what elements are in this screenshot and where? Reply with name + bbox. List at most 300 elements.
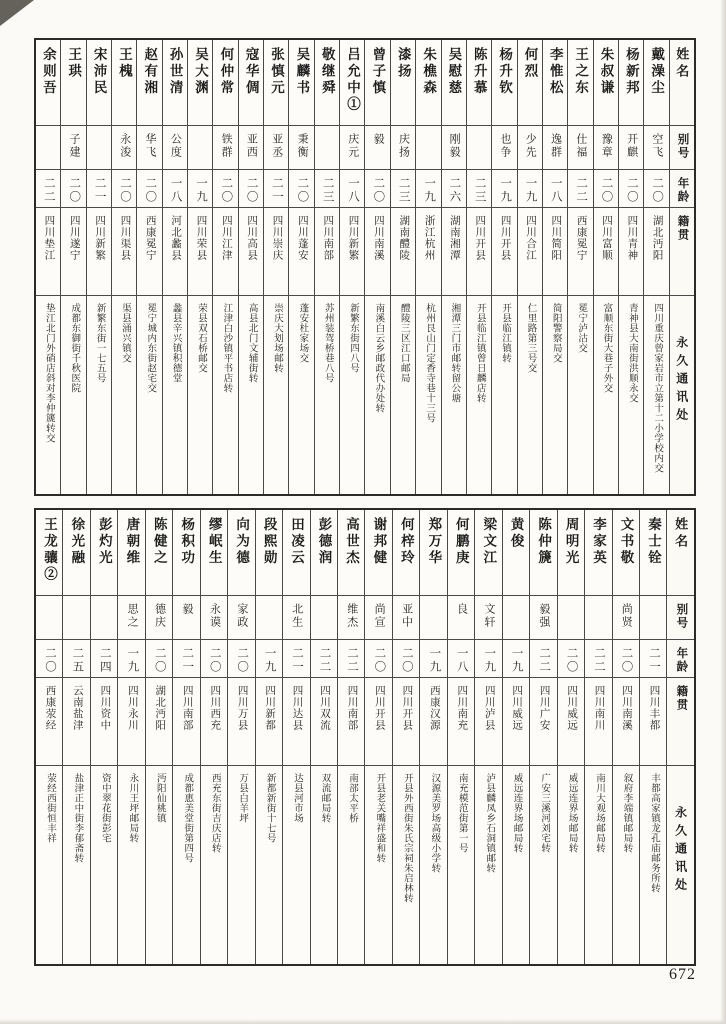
native-cell <box>448 678 474 766</box>
name-cell <box>213 40 237 126</box>
age-cell <box>475 640 501 678</box>
alias-cell <box>264 126 288 170</box>
name-text: 曾子慎 <box>370 47 386 97</box>
name-text: 寇华倜 <box>243 47 259 97</box>
alias-cell <box>594 126 618 170</box>
person-column <box>36 510 63 964</box>
alias-cell <box>91 596 117 640</box>
native-cell <box>518 208 542 296</box>
age-cell <box>393 640 419 678</box>
alias-text: 家政 <box>235 603 248 629</box>
native-cell <box>256 678 282 766</box>
age-cell <box>644 170 668 208</box>
native-text: 四川泸县 <box>483 685 495 731</box>
name-cell <box>163 40 187 126</box>
address-cell <box>568 296 592 494</box>
native-cell <box>264 208 288 296</box>
address-text: 沔阳仙桃镇 <box>154 773 165 823</box>
name-cell <box>568 40 592 126</box>
age-text: 二二 <box>345 647 358 674</box>
person-column <box>256 510 283 964</box>
age-text: 二〇 <box>620 647 633 674</box>
name-text: 郑万华 <box>426 517 442 567</box>
address-text: 叙府李端镇邮局转 <box>621 773 632 853</box>
native-cell <box>393 678 419 766</box>
person-column <box>393 510 420 964</box>
name-text: 孙世清 <box>167 47 183 97</box>
person-column <box>530 510 557 964</box>
alias-text: 亚中 <box>400 603 413 629</box>
alias-cell <box>543 126 567 170</box>
address-cell <box>475 766 501 964</box>
scan-corner-artifact <box>0 0 34 26</box>
directory-table-top <box>34 38 696 496</box>
age-cell <box>365 170 389 208</box>
native-cell <box>201 678 227 766</box>
age-text: 二〇 <box>153 647 166 674</box>
name-cell <box>475 510 501 596</box>
address-cell <box>36 766 62 964</box>
header-alias-text: 别号 <box>676 133 689 160</box>
alias-text: 良 <box>455 603 468 616</box>
age-text: 一八 <box>455 647 468 674</box>
address-cell <box>201 766 227 964</box>
address-text: 醴陵三区江口邮局 <box>398 303 409 383</box>
native-text: 四川江津 <box>220 215 232 261</box>
address-text: 南川大观场邮局转 <box>594 773 605 853</box>
name-text: 杨新邦 <box>623 47 639 97</box>
address-text: 万县白羊坪 <box>237 773 248 823</box>
address-cell <box>173 766 199 964</box>
alias-cell <box>146 596 172 640</box>
alias-cell <box>112 126 136 170</box>
header-alias-text: 别号 <box>675 603 688 630</box>
alias-cell <box>36 126 60 170</box>
address-text: 新都新街十七号 <box>264 773 275 843</box>
name-cell <box>391 40 415 126</box>
age-text: 一九 <box>194 177 207 204</box>
header-age-cell <box>670 170 694 208</box>
age-text: 一八 <box>347 177 360 204</box>
scan-edge-artifact-right <box>720 0 726 1024</box>
age-cell <box>239 170 263 208</box>
address-text: 新繁东街四八号 <box>348 303 359 373</box>
age-text: 二六 <box>448 177 461 204</box>
native-cell <box>239 208 263 296</box>
address-text: 南充模范街第一号 <box>456 773 467 853</box>
address-cell <box>503 766 529 964</box>
address-cell <box>365 766 391 964</box>
name-text: 陈升慕 <box>471 47 487 97</box>
address-cell <box>112 296 136 494</box>
header-column <box>667 510 693 964</box>
address-cell <box>594 296 618 494</box>
person-column <box>173 510 200 964</box>
age-cell <box>36 640 62 678</box>
age-cell <box>264 170 288 208</box>
alias-text: 子建 <box>68 133 81 159</box>
person-column <box>163 40 188 494</box>
name-text: 文书敬 <box>618 517 634 567</box>
address-text: 高县北门文辅街转 <box>246 303 257 383</box>
alias-text: 开麒 <box>625 133 638 159</box>
native-text: 湖南湘潭 <box>448 215 460 261</box>
native-text: 四川南川 <box>593 685 605 731</box>
header-column <box>670 40 694 494</box>
address-cell <box>467 296 491 494</box>
name-cell <box>340 40 364 126</box>
alias-text: 北生 <box>290 603 303 629</box>
address-cell <box>640 766 666 964</box>
native-cell <box>36 208 60 296</box>
address-cell <box>137 296 161 494</box>
address-text: 江津白沙镇平书店转 <box>221 303 232 393</box>
age-cell <box>613 640 639 678</box>
age-cell <box>594 170 618 208</box>
alias-cell <box>340 126 364 170</box>
name-text: 吴麟书 <box>294 47 310 97</box>
person-column <box>340 40 365 494</box>
name-cell <box>338 510 364 596</box>
name-cell <box>264 40 288 126</box>
person-column <box>61 40 86 494</box>
native-cell <box>640 678 666 766</box>
age-text: 一八 <box>169 177 182 204</box>
address-cell <box>420 766 446 964</box>
address-cell <box>188 296 212 494</box>
alias-cell <box>338 596 364 640</box>
name-cell <box>492 40 516 126</box>
native-cell <box>503 678 529 766</box>
header-age-text: 年龄 <box>675 647 688 674</box>
person-column <box>137 40 162 494</box>
header-name-text: 姓名 <box>673 517 689 551</box>
name-cell <box>585 510 611 596</box>
age-text: 二〇 <box>372 177 385 204</box>
age-text: 二〇 <box>565 647 578 674</box>
person-column <box>311 510 338 964</box>
header-alias-cell <box>670 126 694 170</box>
age-cell <box>518 170 542 208</box>
age-cell <box>619 170 643 208</box>
native-cell <box>365 678 391 766</box>
address-text: 崇庆大划场邮转 <box>272 303 283 373</box>
native-text: 四川丰都 <box>648 685 660 731</box>
address-cell <box>213 296 237 494</box>
native-text: 四川荣县 <box>195 215 207 261</box>
alias-text: 铁群 <box>220 133 233 159</box>
address-cell <box>63 766 89 964</box>
age-cell <box>146 640 172 678</box>
header-address-text: 永久通讯处 <box>674 336 689 426</box>
address-text: 广安三溪河刘宅转 <box>539 773 550 853</box>
address-cell <box>289 296 313 494</box>
native-text: 四川开县 <box>474 215 486 261</box>
person-column <box>201 510 228 964</box>
native-cell <box>163 208 187 296</box>
native-text: 西康冕宁 <box>144 215 156 261</box>
native-cell <box>416 208 440 296</box>
age-cell <box>201 640 227 678</box>
native-text: 浙江杭州 <box>423 215 435 261</box>
person-column <box>594 40 619 494</box>
person-column <box>239 40 264 494</box>
name-text: 吕允中① <box>345 47 361 113</box>
alias-cell <box>61 126 85 170</box>
header-alias-cell <box>667 596 693 640</box>
alias-cell <box>87 126 111 170</box>
age-cell <box>311 640 337 678</box>
name-text: 王之东 <box>573 47 589 97</box>
header-name-cell <box>670 40 694 126</box>
alias-text: 尚贤 <box>620 603 633 629</box>
alias-cell <box>283 596 309 640</box>
alias-text: 豫章 <box>600 133 613 159</box>
native-text: 云南盐津 <box>71 685 83 731</box>
age-text: 二一 <box>291 647 304 674</box>
native-cell <box>442 208 466 296</box>
person-column <box>338 510 365 964</box>
name-text: 彭灼光 <box>96 517 112 567</box>
native-cell <box>619 208 643 296</box>
address-cell <box>530 766 556 964</box>
person-column <box>467 40 492 494</box>
name-text: 陈健之 <box>151 517 167 567</box>
name-cell <box>420 510 446 596</box>
address-text: 湘潭三门市邮转留公塘 <box>449 303 460 403</box>
age-cell <box>640 640 666 678</box>
alias-cell <box>118 596 144 640</box>
header-address-text: 永久通讯处 <box>673 806 688 896</box>
native-cell <box>91 678 117 766</box>
header-name-text: 姓名 <box>674 47 690 81</box>
person-column <box>448 510 475 964</box>
age-cell <box>256 640 282 678</box>
name-text: 赵有湘 <box>142 47 158 97</box>
alias-cell <box>289 126 313 170</box>
alias-text: 庆元 <box>346 133 359 159</box>
address-cell <box>416 296 440 494</box>
native-text: 四川开县 <box>499 215 511 261</box>
name-text: 缪岷生 <box>206 517 222 567</box>
address-cell <box>448 766 474 964</box>
address-text: 泸县麟凤乡石洞镇邮转 <box>484 773 495 873</box>
name-cell <box>188 40 212 126</box>
person-column <box>146 510 173 964</box>
age-text: 二五 <box>71 647 84 674</box>
alias-text: 文轩 <box>482 603 495 629</box>
name-cell <box>201 510 227 596</box>
alias-text: 毅 <box>372 133 385 146</box>
person-column <box>289 40 314 494</box>
address-cell <box>365 296 389 494</box>
address-cell <box>492 296 516 494</box>
age-text: 二〇 <box>651 177 664 204</box>
address-text: 富顺东街大巷子外交 <box>601 303 612 393</box>
person-column <box>91 510 118 964</box>
age-cell <box>112 170 136 208</box>
address-text: 开县临江镇转 <box>500 303 511 363</box>
age-text: 一九 <box>126 647 139 674</box>
native-cell <box>289 208 313 296</box>
name-cell <box>256 510 282 596</box>
age-text: 二〇 <box>296 177 309 204</box>
age-cell <box>137 170 161 208</box>
address-text: 威远连界场邮局转 <box>566 773 577 853</box>
name-text: 朱叔谦 <box>598 47 614 97</box>
age-cell <box>420 640 446 678</box>
name-cell <box>467 40 491 126</box>
address-cell <box>91 766 117 964</box>
name-text: 彭德润 <box>316 517 332 567</box>
age-cell <box>63 640 89 678</box>
address-cell <box>146 766 172 964</box>
address-text: 渠县涌兴镇交 <box>119 303 130 363</box>
native-text: 四川达县 <box>291 685 303 731</box>
name-cell <box>87 40 111 126</box>
native-text: 河北蠡县 <box>170 215 182 261</box>
name-cell <box>63 510 89 596</box>
name-text: 周明光 <box>563 517 579 567</box>
address-text: 资中翠花街彭宅 <box>99 773 110 843</box>
name-cell <box>311 510 337 596</box>
name-text: 朱樵森 <box>421 47 437 97</box>
address-cell <box>619 296 643 494</box>
alias-cell <box>475 596 501 640</box>
age-cell <box>91 640 117 678</box>
age-text: 二〇 <box>144 177 157 204</box>
native-text: 四川威远 <box>566 685 578 731</box>
age-text: 二〇 <box>68 177 81 204</box>
age-text: 二〇 <box>118 177 131 204</box>
age-cell <box>289 170 313 208</box>
name-cell <box>239 40 263 126</box>
native-cell <box>420 678 446 766</box>
header-age-cell <box>667 640 693 678</box>
address-text: 达县河市场 <box>292 773 303 823</box>
header-address-cell <box>670 296 694 494</box>
native-text: 四川广安 <box>538 685 550 731</box>
person-column <box>475 510 502 964</box>
address-cell <box>36 296 60 494</box>
age-text: 二二 <box>538 647 551 674</box>
person-column <box>640 510 667 964</box>
alias-text: 秉衡 <box>296 133 309 159</box>
address-cell <box>61 296 85 494</box>
name-cell <box>61 40 85 126</box>
alias-cell <box>448 596 474 640</box>
age-cell <box>467 170 491 208</box>
address-text: 苏州装驾桥巷八号 <box>322 303 333 383</box>
address-text: 成都东御街千秋医院 <box>69 303 80 393</box>
native-cell <box>228 678 254 766</box>
person-column <box>420 510 447 964</box>
age-cell <box>118 640 144 678</box>
header-native-text: 籍贯 <box>676 215 689 242</box>
alias-text: 维杰 <box>345 603 358 629</box>
person-column <box>87 40 112 494</box>
age-cell <box>340 170 364 208</box>
person-column <box>518 40 543 494</box>
address-cell <box>118 766 144 964</box>
person-column <box>543 40 568 494</box>
native-cell <box>146 678 172 766</box>
address-text: 荣县双石桥邮交 <box>195 303 206 373</box>
name-text: 陈仲篪 <box>536 517 552 567</box>
person-column <box>63 510 90 964</box>
alias-cell <box>201 596 227 640</box>
alias-cell <box>36 596 62 640</box>
address-text: 双流邮局转 <box>319 773 330 823</box>
age-text: 二〇 <box>600 177 613 204</box>
name-text: 何鹏庚 <box>453 517 469 567</box>
page-number: 672 <box>669 966 696 983</box>
address-cell <box>338 766 364 964</box>
name-cell <box>91 510 117 596</box>
person-column <box>613 510 640 964</box>
native-cell <box>365 208 389 296</box>
name-cell <box>365 40 389 126</box>
age-text: 二二 <box>593 647 606 674</box>
name-text: 向为德 <box>234 517 250 567</box>
alias-cell <box>393 596 419 640</box>
alias-cell <box>365 596 391 640</box>
alias-text: 毅强 <box>537 603 550 629</box>
age-text: 二〇 <box>400 647 413 674</box>
native-text: 西康荥经 <box>44 685 56 731</box>
native-cell <box>467 208 491 296</box>
name-text: 漆扬 <box>395 47 411 80</box>
native-cell <box>558 678 584 766</box>
address-cell <box>163 296 187 494</box>
alias-cell <box>420 596 446 640</box>
age-cell <box>448 640 474 678</box>
address-cell <box>87 296 111 494</box>
alias-cell <box>63 596 89 640</box>
alias-text: 仕福 <box>574 133 587 159</box>
address-text: 杭州艮山门定香寺巷十三号 <box>424 303 435 423</box>
name-cell <box>36 510 62 596</box>
alias-cell <box>644 126 668 170</box>
native-cell <box>340 208 364 296</box>
address-cell <box>340 296 364 494</box>
name-text: 王龙骧② <box>41 517 57 583</box>
address-text: 永川王坪邮局转 <box>127 773 138 843</box>
age-cell <box>228 640 254 678</box>
alias-cell <box>530 596 556 640</box>
native-text: 四川新繁 <box>94 215 106 261</box>
native-text: 四川南充 <box>456 685 468 731</box>
address-text: 新繁东街一七五号 <box>94 303 105 383</box>
address-cell <box>391 296 415 494</box>
name-cell <box>594 40 618 126</box>
alias-cell <box>568 126 592 170</box>
alias-text: 庆扬 <box>397 133 410 159</box>
native-cell <box>137 208 161 296</box>
native-text: 四川永川 <box>126 685 138 731</box>
header-native-cell <box>670 208 694 296</box>
age-cell <box>558 640 584 678</box>
person-column <box>416 40 441 494</box>
native-text: 湖南醴陵 <box>398 215 410 261</box>
address-text: 蓬安杜家场交 <box>297 303 308 363</box>
alias-cell <box>256 596 282 640</box>
age-cell <box>416 170 440 208</box>
native-cell <box>594 208 618 296</box>
person-column <box>585 510 612 964</box>
person-column <box>568 40 593 494</box>
address-text: 丰都高家镇龙孔庙邮务所转 <box>648 773 659 893</box>
